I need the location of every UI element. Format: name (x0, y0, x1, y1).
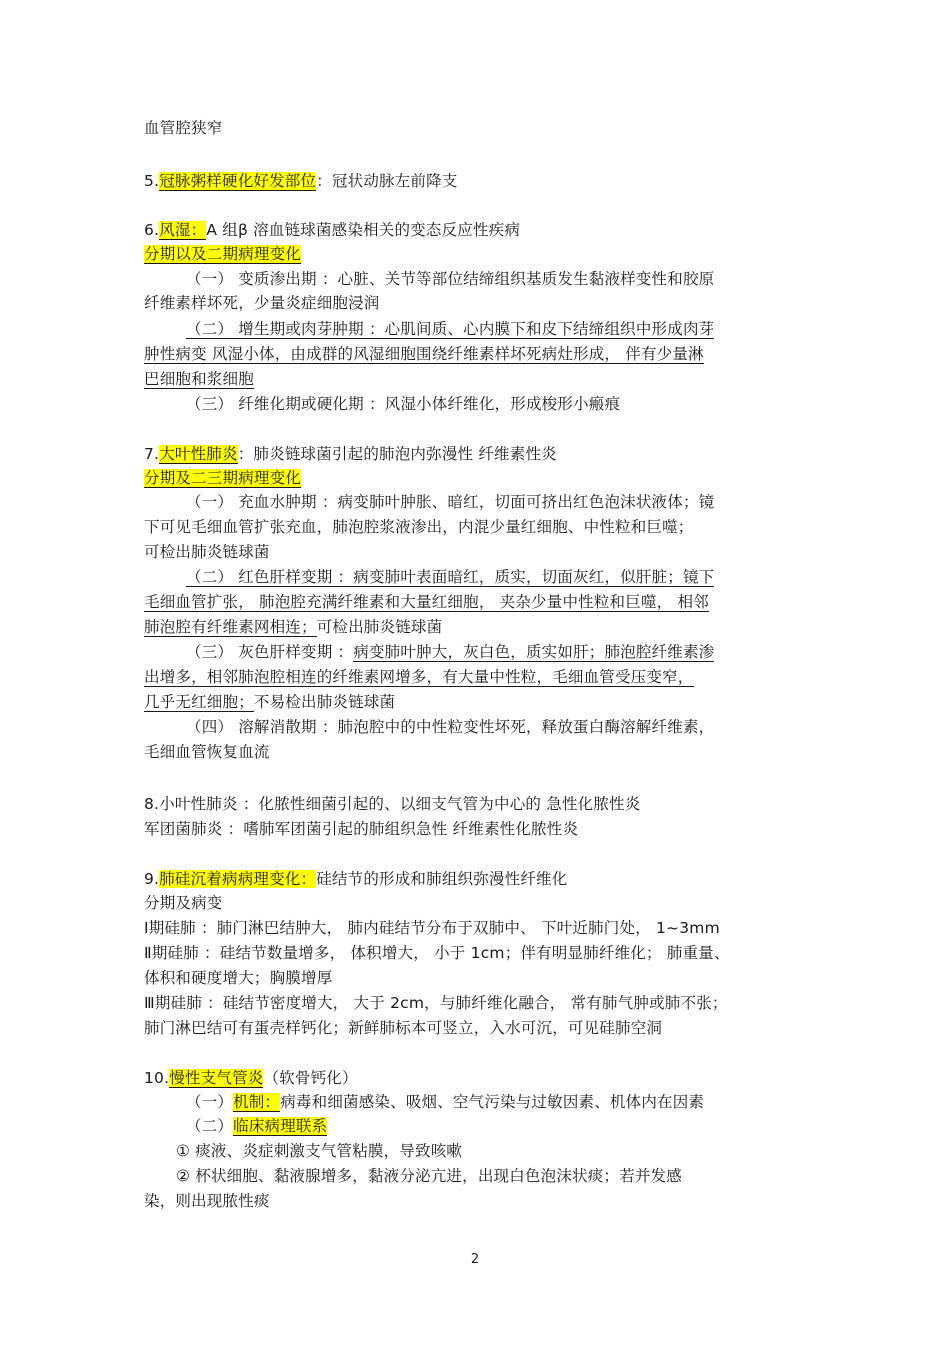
text-line: 可检出肺炎链球菌 (144, 543, 270, 561)
section-7-subheading: 分期及二三期病理变化 (144, 469, 302, 487)
section-9-subheading: 分期及病变 (144, 894, 223, 912)
text-line: （一）机制：病毒和细菌感染、吸烟、空气污染与过敏因素、机体内在因素 (186, 1093, 705, 1111)
text-line: 纤维素样坏死，少量炎症细胞浸润 (144, 294, 380, 312)
highlight-term: 大叶性肺炎 (159, 445, 238, 463)
text-line: （三） 灰色肝样变期 ：病变肺叶肿大，灰白色，质实如肝；肺泡腔纤维素渗 (186, 643, 715, 661)
text-line: 毛细血管扩张， 肺泡腔充满纤维素和大量红细胞， 夹杂少量中性粒和巨噬， 相邻 (144, 593, 709, 611)
section-9-heading: 9.肺硅沉着病病理变化：硅结节的形成和肺组织弥漫性纤维化 (144, 870, 568, 888)
text-line: 染，则出现脓性痰 (144, 1192, 270, 1210)
text-line: （一） 充血水肿期 ：病变肺叶肿胀、暗红，切面可挤出红色泡沫状液体；镜 (186, 493, 715, 511)
text-line: （二） 红色肝样变期 ：病变肺叶表面暗红，质实，切面灰红，似肝脏；镜下 (186, 568, 715, 586)
text-line: 几乎无红细胞；不易检出肺炎链球菌 (144, 693, 396, 711)
text-line: 肺门淋巴结可有蛋壳样钙化；新鲜肺标本可竖立，入水可沉，可见硅肺空洞 (144, 1019, 663, 1037)
highlight-term: 风湿： (159, 221, 207, 239)
section-6-heading: 6.风湿：A 组β 溶血链球菌感染相关的变态反应性疾病 (144, 221, 521, 239)
section-5-heading: 5.冠脉粥样硬化好发部位：冠状动脉左前降支 (144, 172, 458, 190)
text-line: 肿性病变 风湿小体，由成群的风湿细胞围绕纤维素样坏死病灶形成， 伴有少量淋 (144, 345, 704, 363)
text-line: （二） 增生期或肉芽肿期 ：心肌间质、心内膜下和皮下结缔组织中形成肉芽 (186, 320, 715, 338)
text-line: 毛细血管恢复血流 (144, 743, 270, 761)
text-line: （四） 溶解消散期 ：肺泡腔中的中性粒变性坏死，释放蛋白酶溶解纤维素， (186, 718, 715, 736)
page-number: 2 (470, 1252, 480, 1267)
text-line: 下可见毛细血管扩张充血，肺泡腔浆液渗出，内混少量红细胞、中性粒和巨噬； (144, 518, 694, 536)
section-7-heading: 7.大叶性肺炎：肺炎链球菌引起的肺泡内弥漫性 纤维素性炎 (144, 445, 557, 463)
section-8-line: 军团菌肺炎 ：嗜肺军团菌引起的肺组织急性 纤维素性化脓性炎 (144, 820, 579, 838)
list-item: ② 杯状细胞、黏液腺增多，黏液分泌亢进，出现白色泡沫状痰；若并发感 (176, 1167, 682, 1185)
section-10-heading: 10.慢性支气管炎（软骨钙化） (144, 1069, 358, 1087)
text-line: Ⅰ期硅肺 ：肺门淋巴结肿大， 肺内硅结节分布于双肺中、 下叶近肺门处， 1~3mm (144, 919, 720, 937)
text-line: 巴细胞和浆细胞 (144, 370, 254, 388)
highlight-term: 冠脉粥样硬化好发部位 (159, 172, 317, 190)
text-line: Ⅱ期硅肺 ：硅结节数量增多， 体积增大， 小于 1cm；伴有明显肺纤维化； 肺重量、 (144, 944, 730, 962)
text-line: （二）临床病理联系 (186, 1117, 328, 1135)
text-line: （三） 纤维化期或硬化期 ：风湿小体纤维化，形成梭形小瘢痕 (186, 395, 621, 413)
text-line: 血管腔狭窄 (144, 119, 223, 137)
text-line: 出增多，相邻肺泡腔相连的纤维素网增多，有大量中性粒，毛细血管受压变窄， (144, 668, 694, 686)
list-item: ① 痰液、炎症刺激支气管粘膜，导致咳嗽 (176, 1142, 463, 1160)
text-line: Ⅲ期硅肺 ：硅结节密度增大， 大于 2cm，与肺纤维化融合， 常有肺气肿或肺不张； (144, 994, 728, 1012)
text-line: 体积和硬度增大；胸膜增厚 (144, 969, 333, 987)
highlight-term: 慢性支气管炎 (169, 1069, 264, 1087)
text-line: （一） 变质渗出期 ：心脏、关节等部位结缔组织基质发生黏液样变性和胶原 (186, 270, 715, 288)
highlight-term: 肺硅沉着病病理变化： (159, 870, 317, 888)
text-line: 肺泡腔有纤维素网相连；可检出肺炎链球菌 (144, 618, 443, 636)
section-6-subheading: 分期以及二期病理变化 (144, 245, 302, 263)
section-8-line: 8.小叶性肺炎 ：化脓性细菌引起的、以细支气管为中心的 急性化脓性炎 (144, 795, 641, 813)
